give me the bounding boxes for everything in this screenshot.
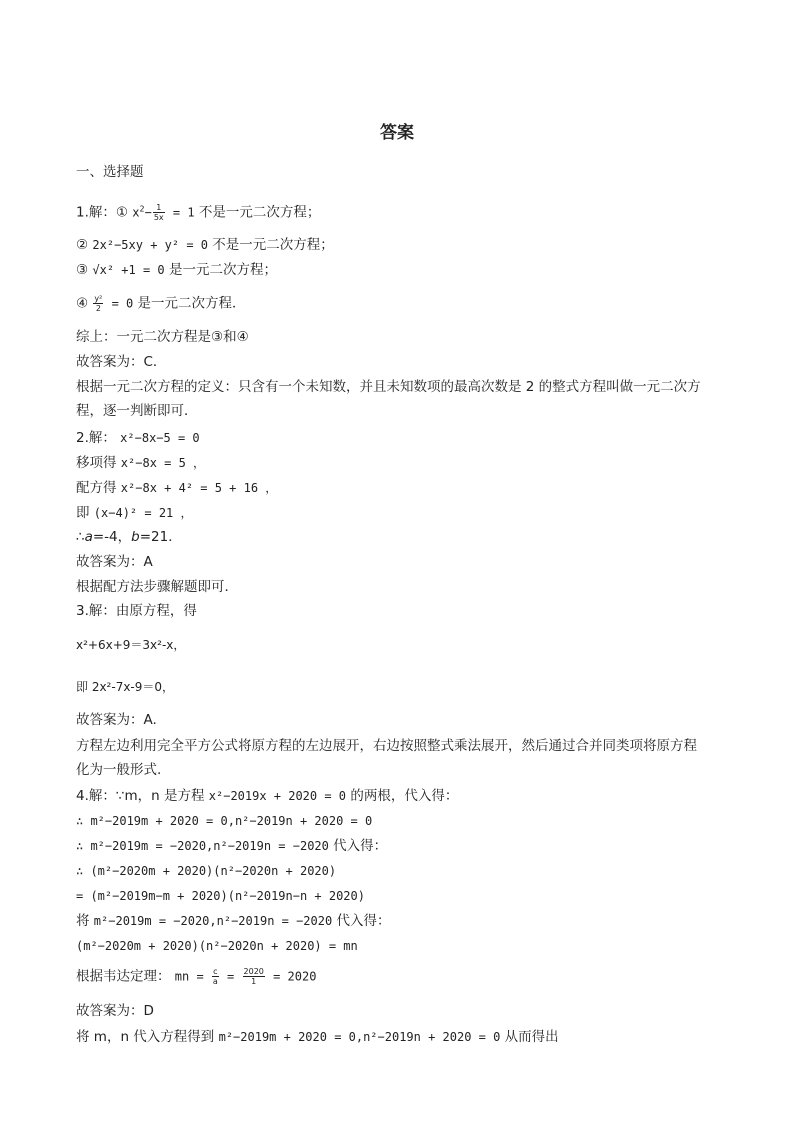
q1-summary: 综上：一元二次方程是③和④ [76,329,249,345]
page-title: 答案 [380,123,414,143]
q4-l8-frac2-num: 2020 [243,967,264,976]
q4-l8-result: = 2020 [265,969,317,984]
q4-line-2: ∴ m²−2019m + 2020 = 0,n²−2019n + 2020 = 0 [76,814,373,828]
q4-line-1 [76,787,458,805]
q4-l6-math: m²−2019m = −2020,n²−2019n = −2020 [93,914,333,928]
q2-l2-math: x²−8x = 5 ， [120,456,206,470]
q1-l1-text: 不是一元二次方程； [194,204,321,221]
q1-explanation-1: 根据一元二次方程的定义：只含有一个未知数，并且未知数项的最高次数是 2 的整式方程叫做一元二次方 [76,379,701,395]
q1-l1-eq: = 1 [165,205,195,220]
q2-l3-prefix: 配方得 [76,480,121,496]
q3-answer: 故答案为：A. [76,712,157,728]
q1-l2-prefix: ② [76,237,93,253]
q4-l8-prefix: 根据韦达定理： [76,968,175,985]
q1-l4-prefix: ④ [76,295,93,312]
q4-l1-prefix: 4.解：∵m，n 是方程 [76,788,209,804]
q4-l8-frac2-den: 1 [251,977,257,986]
q2-line-1 [76,429,200,447]
q4-line-7: (m²−2020m + 2020)(n²−2020n + 2020) = mn [76,939,358,953]
q1-l1-frac-num: 1 [153,203,165,213]
q4-l1-text: 的两根，代入得： [346,788,459,804]
q2-line-3 [76,479,277,497]
q4-l8-fraction-2 [243,967,265,986]
q4-l9-text: 从而得出 [500,1029,559,1045]
q4-line-3 [76,837,387,855]
q4-l8-frac1-num: c [213,967,218,976]
q2-answer: 故答案为：A [76,554,153,570]
section-heading: 一、选择题 [76,164,144,180]
q2-line-2 [76,454,205,472]
q2-line-4 [76,504,193,522]
q1-line-1 [76,203,320,222]
q2-explanation: 根据配方法步骤解题即可． [76,579,238,595]
q4-line-4: ∴ (m²−2020m + 2020)(n²−2020n + 2020) [76,864,337,878]
q2-l5-val-a: =-4， [92,529,132,545]
q1-l1-frac-den: 5x [153,213,164,222]
q4-l6-text: 代入得： [332,913,391,929]
q1-l1-sup: 2 [139,204,145,214]
q4-line-8 [76,967,316,986]
q3-line-3: 即 2x²-7x-9＝0， [76,680,175,694]
q2-l1-math: x²−8x−5 = 0 [120,431,200,445]
q1-line-3 [76,261,277,279]
q1-l4-math: = 0 [104,296,134,311]
q4-line-5: = (m²−2019m−m + 2020)(n²−2019n−n + 2020) [76,889,365,903]
q4-line-9 [76,1028,559,1046]
q3-line-2: x²+6x+9＝3x²-x， [76,638,186,652]
q4-l8-fraction-1 [212,967,219,986]
q1-l1-prefix: 1.解：① [76,204,133,221]
q2-l3-math: x²−8x + 4² = 5 + 16 ， [120,481,278,495]
q4-l8-frac1-den: a [212,977,218,986]
q4-l8-eq: = [219,969,242,984]
q1-l1-x: x [132,205,140,220]
q1-l1-minus: − [144,205,152,220]
q3-explanation-1: 方程左边利用完全平方公式将原方程的左边展开，右边按照整式乘法展开，然后通过合并同类项将原方程 [76,738,697,754]
q4-answer: 故答案为：D [76,1003,154,1019]
q1-line-4 [76,294,246,313]
q1-l3-text: 是一元二次方程； [164,262,277,278]
q4-l9-math: m²−2019m + 2020 = 0,n²−2019n + 2020 = 0 [218,1030,501,1044]
q2-l1-prefix: 2.解： [76,430,121,446]
q2-l4-math: (x−4)² = 21 ， [93,506,193,520]
q1-l2-text: 不是一元二次方程； [208,237,334,253]
q1-line-2 [76,236,334,254]
q1-l3-prefix: ③ [76,262,93,278]
q3-line-1: 3.解：由原方程，得 [76,603,197,619]
q1-l4-frac-num: y² [94,294,103,303]
q1-l3-math: √x² +1 = 0 [92,263,165,277]
q4-l3-text: 代入得： [328,838,388,854]
q1-l4-fraction [93,294,103,313]
q4-l8-mn: mn = [174,969,211,984]
q2-l5-val-b: =21． [139,529,182,545]
q1-l4-text: 是一元二次方程． [133,295,246,312]
q2-l5-var-b: b [131,529,140,545]
q1-l1-fraction [153,203,165,222]
q4-l3-math: ∴ m²−2019m = −2020,n²−2019n = −2020 [76,839,329,853]
q1-answer: 故答案为：C． [76,354,167,370]
q2-l4-prefix: 即 [76,505,94,521]
q1-l2-math: 2x²−5xy + y² = 0 [92,238,208,252]
q3-explanation-2: 化为一般形式. [76,762,162,778]
q4-l1-math: x²−2019x + 2020 = 0 [208,789,347,803]
q4-line-6 [76,912,391,930]
q1-l4-frac-den: 2 [95,304,101,313]
q2-l5-var-a: a [84,529,93,545]
q4-l9-prefix: 将 m，n 代入方程得到 [76,1029,219,1045]
q2-l5-therefore: ∴ [76,529,85,545]
q1-explanation-2: 程，逐一判断即可． [76,403,198,419]
q2-l2-prefix: 移项得 [76,455,121,471]
q4-l6-prefix: 将 [76,913,94,929]
q2-line-5 [76,528,182,546]
